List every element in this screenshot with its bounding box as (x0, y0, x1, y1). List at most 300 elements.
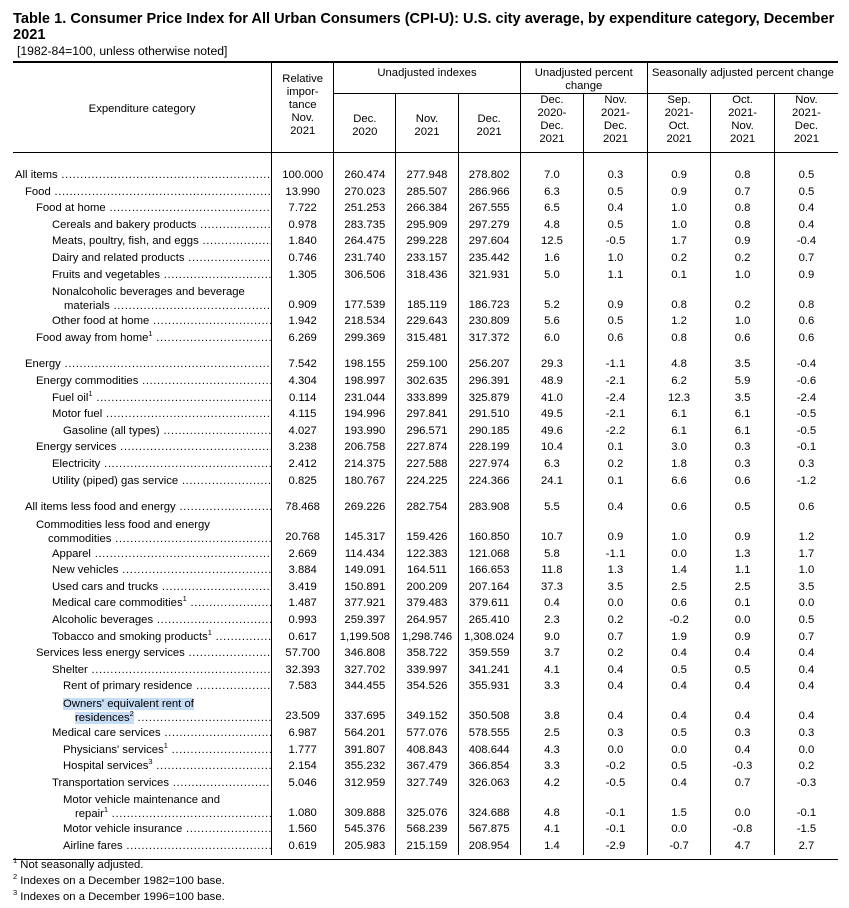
footnote-mark: 1 (207, 628, 212, 637)
value-cell: 206.758 (334, 439, 396, 456)
value-cell: 1,308.024 (458, 629, 520, 646)
value-cell: 57.700 (272, 645, 334, 662)
value-cell: 4.1 (520, 662, 584, 679)
value-cell: 12.3 (647, 390, 711, 407)
value-cell: 0.5 (774, 184, 838, 201)
value-cell: 0.4 (584, 678, 648, 695)
header-line: Dec. (540, 94, 564, 106)
value-cell: 0.9 (774, 267, 838, 284)
value-cell: 1.560 (272, 821, 334, 838)
table-row (13, 283, 838, 313)
value-cell: 269.226 (334, 499, 396, 516)
header-line: 2021- (664, 107, 694, 119)
value-cell: 0.0 (711, 791, 775, 821)
category-label: Meats, poultry, fish, and eggs (52, 235, 199, 248)
header-line: 2020- (537, 107, 567, 119)
value-cell: 297.279 (458, 217, 520, 234)
value-cell: 0.4 (774, 662, 838, 679)
value-cell: 37.3 (520, 579, 584, 596)
value-cell: 0.5 (647, 662, 711, 679)
value-cell: 285.507 (396, 184, 458, 201)
category-cell (13, 546, 272, 563)
category-label: Alcoholic beverages (52, 614, 154, 627)
table-row (13, 439, 838, 456)
value-cell: 567.875 (458, 821, 520, 838)
header-unadjusted-indexes: Unadjusted indexes (334, 62, 520, 94)
header-line: Relative (282, 73, 324, 85)
value-cell: 1.7 (647, 233, 711, 250)
value-cell: 349.152 (396, 695, 458, 725)
category-label: Motor vehicle maintenance and (63, 794, 220, 807)
table-row (13, 775, 838, 792)
value-cell: 230.809 (458, 313, 520, 330)
table-row (13, 390, 838, 407)
table-row (13, 595, 838, 612)
value-cell: -0.1 (584, 791, 648, 821)
value-cell: 4.027 (272, 423, 334, 440)
value-cell: 6.3 (520, 456, 584, 473)
value-cell: 0.4 (647, 775, 711, 792)
value-cell: 5.2 (520, 283, 584, 313)
value-cell: 235.442 (458, 250, 520, 267)
header-line: 2021 (666, 133, 692, 145)
header-line: tance (288, 99, 317, 111)
value-cell: 264.957 (396, 612, 458, 629)
footnote-mark: 1 (148, 329, 153, 338)
footnote-mark: 1 (103, 807, 109, 815)
value-cell: 3.5 (774, 579, 838, 596)
category-cell (13, 217, 272, 234)
value-cell: 290.185 (458, 423, 520, 440)
table-row (13, 217, 838, 234)
table-row (13, 167, 838, 184)
value-cell: -2.2 (584, 423, 648, 440)
value-cell: -2.4 (584, 390, 648, 407)
table-row (13, 473, 838, 490)
value-cell: 306.506 (334, 267, 396, 284)
value-cell: 0.5 (584, 217, 648, 234)
value-cell: 1.840 (272, 233, 334, 250)
value-cell: 13.990 (272, 184, 334, 201)
value-cell: 4.7 (711, 838, 775, 855)
category-label: All items (15, 169, 58, 181)
table-body (13, 153, 838, 855)
header-line: 2021- (791, 107, 821, 119)
value-cell: 366.854 (458, 758, 520, 775)
value-cell: 0.4 (774, 645, 838, 662)
value-cell: 6.6 (647, 473, 711, 490)
value-cell: 0.2 (774, 758, 838, 775)
value-cell: -0.6 (774, 373, 838, 390)
value-cell: 0.5 (711, 662, 775, 679)
category-label: Utility (piped) gas service (52, 474, 179, 487)
value-cell: 3.5 (584, 579, 648, 596)
value-cell: 78.468 (272, 499, 334, 516)
footnote-mark: 1 (163, 741, 168, 750)
category-cell (13, 758, 272, 775)
table-row-spacer (13, 489, 838, 499)
value-cell: 229.643 (396, 313, 458, 330)
value-cell: 0.5 (711, 499, 775, 516)
value-cell: 3.0 (647, 439, 711, 456)
value-cell: 9.0 (520, 629, 584, 646)
value-cell: -1.1 (584, 546, 648, 563)
value-cell: 296.391 (458, 373, 520, 390)
value-cell: 0.4 (584, 499, 648, 516)
value-cell: 1.0 (711, 267, 775, 284)
category-cell (13, 595, 272, 612)
header-line: impor- (286, 86, 319, 98)
category-label: Hospital services (63, 760, 149, 773)
value-cell: 1.6 (520, 250, 584, 267)
value-cell: 1.487 (272, 595, 334, 612)
footnotes (13, 857, 225, 905)
value-cell: 0.2 (711, 283, 775, 313)
value-cell: 358.722 (396, 645, 458, 662)
value-cell: 0.6 (711, 473, 775, 490)
value-cell: 122.383 (396, 546, 458, 563)
value-cell: 568.239 (396, 821, 458, 838)
category-cell (13, 791, 272, 821)
value-cell: 0.9 (711, 516, 775, 546)
category-cell (13, 373, 272, 390)
value-cell: -2.4 (774, 390, 838, 407)
value-cell: 1.942 (272, 313, 334, 330)
value-cell: 224.225 (396, 473, 458, 490)
value-cell: 7.722 (272, 200, 334, 217)
value-cell: 0.4 (520, 595, 584, 612)
value-cell: 1,199.508 (334, 629, 396, 646)
value-cell: 0.8 (774, 283, 838, 313)
table-row (13, 562, 838, 579)
value-cell: 0.2 (647, 250, 711, 267)
value-cell: 6.3 (520, 184, 584, 201)
category-label: Shelter (52, 663, 88, 676)
category-cell (13, 562, 272, 579)
value-cell: 0.978 (272, 217, 334, 234)
value-cell: 0.7 (774, 250, 838, 267)
value-cell: -0.1 (774, 439, 838, 456)
value-cell: 0.0 (647, 742, 711, 759)
value-cell: 3.238 (272, 439, 334, 456)
value-cell: 0.0 (647, 546, 711, 563)
value-cell: 215.159 (396, 838, 458, 855)
value-cell: 283.908 (458, 499, 520, 516)
header-period-idx-2 (458, 94, 520, 153)
table-row-spacer (13, 346, 838, 356)
value-cell: 0.6 (647, 499, 711, 516)
value-cell: 164.511 (396, 562, 458, 579)
value-cell: 325.076 (396, 791, 458, 821)
value-cell: 266.384 (396, 200, 458, 217)
table-row (13, 838, 838, 855)
value-cell: 0.4 (584, 695, 648, 725)
value-cell: 0.619 (272, 838, 334, 855)
header-seasonally-adjusted-percent-change: Seasonally adjusted percent change (647, 62, 838, 94)
footnote (13, 873, 225, 889)
footnote-number: 2 (13, 872, 18, 882)
value-cell: 11.8 (520, 562, 584, 579)
value-cell: 0.3 (584, 167, 648, 184)
category-label: Fruits and vegetables (52, 268, 161, 281)
value-cell: 0.1 (584, 439, 648, 456)
value-cell: 0.4 (774, 217, 838, 234)
value-cell: 0.4 (584, 662, 648, 679)
value-cell: 264.475 (334, 233, 396, 250)
value-cell: 0.8 (711, 217, 775, 234)
header-line: 2020 (352, 126, 378, 138)
header-line: Dec. (540, 120, 564, 132)
header-line: 2021 (414, 126, 440, 138)
category-cell (13, 742, 272, 759)
table-row (13, 579, 838, 596)
table-bottom-rule (13, 859, 838, 860)
value-cell: 177.539 (334, 283, 396, 313)
value-cell: 309.888 (334, 791, 396, 821)
value-cell: 0.825 (272, 473, 334, 490)
category-cell (13, 629, 272, 646)
value-cell: 198.155 (334, 356, 396, 373)
category-cell (13, 838, 272, 855)
value-cell: 227.874 (396, 439, 458, 456)
table-row-gap (13, 153, 838, 168)
category-label: Energy services (36, 441, 117, 454)
value-cell: 0.4 (711, 645, 775, 662)
header-line: 2021- (601, 107, 630, 119)
table-row (13, 742, 838, 759)
value-cell: 0.8 (711, 167, 775, 184)
value-cell: 0.5 (774, 167, 838, 184)
header-line: Nov. (731, 120, 754, 132)
value-cell: 0.2 (711, 250, 775, 267)
value-cell: 324.688 (458, 791, 520, 821)
value-cell: 10.7 (520, 516, 584, 546)
category-label: Motor vehicle insurance (63, 823, 183, 836)
header-period-idx-0 (334, 94, 396, 153)
value-cell: -2.9 (584, 838, 648, 855)
value-cell: 0.6 (647, 595, 711, 612)
table-row (13, 791, 838, 821)
value-cell: 5.8 (520, 546, 584, 563)
value-cell: 0.3 (774, 456, 838, 473)
footnote-mark: 1 (182, 595, 187, 604)
value-cell: 1.4 (647, 562, 711, 579)
category-label: Food (25, 185, 51, 198)
value-cell: 0.5 (584, 313, 648, 330)
value-cell: 0.4 (711, 678, 775, 695)
value-cell: 6.2 (647, 373, 711, 390)
table-row (13, 758, 838, 775)
value-cell: 1.3 (711, 546, 775, 563)
value-cell: 49.6 (520, 423, 584, 440)
header-line: Sep. (667, 94, 691, 106)
value-cell: 12.5 (520, 233, 584, 250)
header-line: Dec. (603, 120, 628, 132)
value-cell: 545.376 (334, 821, 396, 838)
value-cell: 6.1 (647, 406, 711, 423)
header-period-idx-1 (396, 94, 458, 153)
value-cell: -1.5 (774, 821, 838, 838)
value-cell: 1.7 (774, 546, 838, 563)
category-cell (13, 612, 272, 629)
header-line: 2021 (290, 125, 316, 137)
value-cell: 295.909 (396, 217, 458, 234)
value-cell: 186.723 (458, 283, 520, 313)
category-label: Energy commodities (36, 374, 139, 387)
value-cell: 6.0 (520, 330, 584, 347)
table-header (13, 62, 838, 153)
value-cell: 0.4 (584, 200, 648, 217)
value-cell: 0.7 (774, 629, 838, 646)
value-cell: 1.2 (647, 313, 711, 330)
header-line: Oct. (732, 94, 753, 106)
value-cell: 214.375 (334, 456, 396, 473)
header-period-pct-1 (584, 94, 648, 153)
header-line: 2021 (539, 133, 565, 145)
value-cell: 3.8 (520, 695, 584, 725)
table-row (13, 250, 838, 267)
header-period-sa-1 (711, 94, 775, 153)
value-cell: -0.5 (774, 406, 838, 423)
footnote-mark: 1 (88, 389, 93, 398)
value-cell: 6.1 (711, 423, 775, 440)
value-cell: 326.063 (458, 775, 520, 792)
value-cell: 4.2 (520, 775, 584, 792)
value-cell: 1.3 (584, 562, 648, 579)
value-cell: 5.5 (520, 499, 584, 516)
value-cell: 0.4 (774, 678, 838, 695)
value-cell: 0.617 (272, 629, 334, 646)
value-cell: 0.0 (584, 742, 648, 759)
value-cell: -0.2 (584, 758, 648, 775)
value-cell: -0.5 (584, 775, 648, 792)
category-label: residences (75, 712, 130, 725)
value-cell: -0.1 (584, 821, 648, 838)
value-cell: -0.3 (774, 775, 838, 792)
value-cell: 1.0 (647, 200, 711, 217)
category-cell (13, 356, 272, 373)
value-cell: 318.436 (396, 267, 458, 284)
value-cell: -0.7 (647, 838, 711, 855)
value-cell: 5.046 (272, 775, 334, 792)
value-cell: 0.114 (272, 390, 334, 407)
table-row (13, 612, 838, 629)
value-cell: 1.0 (711, 313, 775, 330)
value-cell: 166.653 (458, 562, 520, 579)
category-label: commodities (48, 532, 112, 545)
header-period-sa-0 (647, 94, 711, 153)
category-cell (13, 821, 272, 838)
value-cell: 317.372 (458, 330, 520, 347)
category-label: New vehicles (52, 564, 119, 577)
value-cell: 282.754 (396, 499, 458, 516)
value-cell: 0.993 (272, 612, 334, 629)
value-cell: 0.3 (711, 456, 775, 473)
value-cell: 205.983 (334, 838, 396, 855)
category-label: Services less energy services (36, 647, 185, 660)
value-cell: -0.1 (774, 791, 838, 821)
value-cell: 23.509 (272, 695, 334, 725)
value-cell: 339.997 (396, 662, 458, 679)
value-cell: 5.9 (711, 373, 775, 390)
value-cell: 350.508 (458, 695, 520, 725)
category-label: Fuel oil (52, 391, 89, 404)
value-cell: 1.777 (272, 742, 334, 759)
value-cell: 160.850 (458, 516, 520, 546)
category-cell (13, 678, 272, 695)
value-cell: 251.253 (334, 200, 396, 217)
category-label: Medical care services (52, 727, 161, 740)
value-cell: 1.1 (711, 562, 775, 579)
value-cell: 2.669 (272, 546, 334, 563)
header-line: Nov. (291, 112, 314, 124)
value-cell: 2.3 (520, 612, 584, 629)
table-title: Table 1. Consumer Price Index for All Urban Consumers (CPI-U): U.S. city average, by expenditure category, December 2021 (13, 11, 835, 43)
value-cell: 354.526 (396, 678, 458, 695)
value-cell: 100.000 (272, 167, 334, 184)
category-label: Transportation services (52, 776, 169, 789)
category-cell (13, 499, 272, 516)
table-row (13, 678, 838, 695)
value-cell: -1.2 (774, 473, 838, 490)
category-cell (13, 313, 272, 330)
value-cell: 6.269 (272, 330, 334, 347)
value-cell: 0.4 (774, 695, 838, 725)
value-cell: -0.3 (711, 758, 775, 775)
value-cell: 256.207 (458, 356, 520, 373)
category-cell (13, 775, 272, 792)
value-cell: 312.959 (334, 775, 396, 792)
value-cell: 2.5 (647, 579, 711, 596)
value-cell: 321.931 (458, 267, 520, 284)
footnote-mark: 3 (148, 758, 153, 767)
value-cell: 355.931 (458, 678, 520, 695)
value-cell: 224.366 (458, 473, 520, 490)
header-period-pct-0 (520, 94, 584, 153)
table-row (13, 267, 838, 284)
table-row (13, 499, 838, 516)
value-cell: 0.1 (711, 595, 775, 612)
table-row (13, 821, 838, 838)
category-label: Owners' equivalent rent of (63, 698, 194, 711)
value-cell: -0.8 (711, 821, 775, 838)
category-cell (13, 184, 272, 201)
value-cell: 1.8 (647, 456, 711, 473)
value-cell: 121.068 (458, 546, 520, 563)
value-cell: 0.0 (647, 821, 711, 838)
value-cell: 1.080 (272, 791, 334, 821)
category-cell (13, 473, 272, 490)
table-row (13, 200, 838, 217)
header-line: Dec. (477, 113, 501, 125)
category-label: Physicians' services (63, 743, 164, 756)
category-cell (13, 267, 272, 284)
value-cell: 408.843 (396, 742, 458, 759)
category-label: Rent of primary residence (63, 680, 193, 693)
value-cell: 4.8 (647, 356, 711, 373)
value-cell: 291.510 (458, 406, 520, 423)
value-cell: 7.542 (272, 356, 334, 373)
category-label: Medical care commodities (52, 597, 183, 610)
value-cell: 278.802 (458, 167, 520, 184)
header-line: Nov. (795, 94, 818, 106)
value-cell: 231.740 (334, 250, 396, 267)
value-cell: 302.635 (396, 373, 458, 390)
category-label: repair (75, 808, 104, 821)
value-cell: 283.735 (334, 217, 396, 234)
value-cell: 114.434 (334, 546, 396, 563)
value-cell: 10.4 (520, 439, 584, 456)
